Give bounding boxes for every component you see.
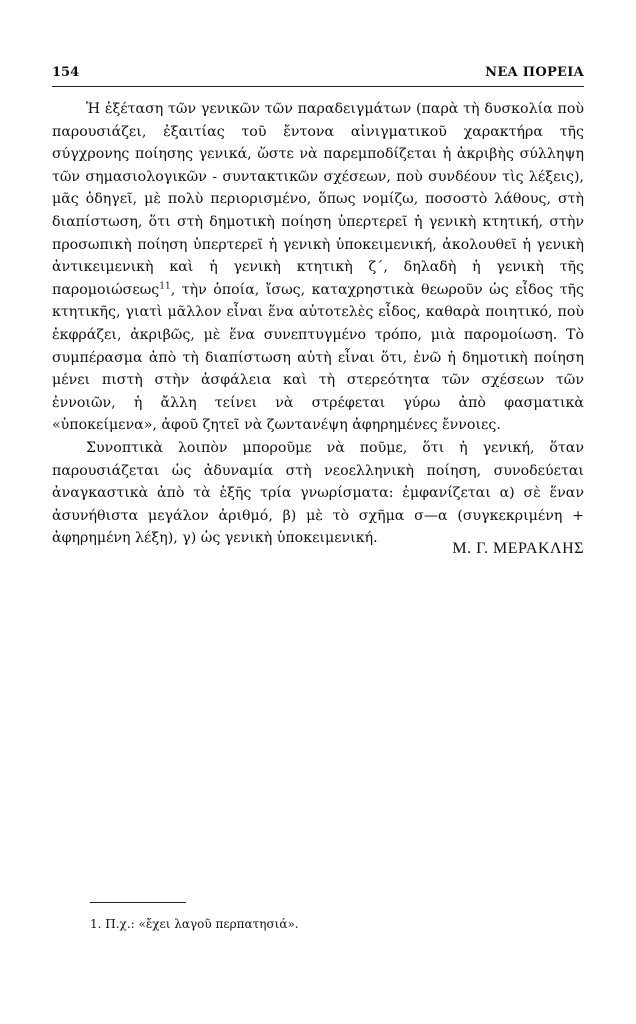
paragraph-1-part-2: , τὴν ὁποία, ἴσως, καταχρηστικὰ θεωροῦν ὡς εἶδος τῆς κτητικῆς, γιατὶ μᾶλλον εἶναι ἕνα αὐτοτελὲς εἶδος, καθαρὰ ποιητικό, ποὺ ἐκφράζει, ἀκριβῶς, μὲ ἕνα συνεπτυγμένο τρόπο, μιὰ παρομοίωση. Τὸ συμπέρασμα ἀπὸ τὴ διαπίστωση αὐτὴ εἶναι ὅτι, ἐνῶ ἡ δημοτικὴ ποίηση μένει πιστὴ στὴν ἀσφάλεια καὶ τὴ στερεότητα τῶν σχέσεων τῶν ἐννοιῶν, ἡ ἄλλη τείνει νὰ στρέφεται γύρω ἀπὸ φασματικὰ «ὑποκείμενα», ἀφοῦ ζητεῖ νὰ ζωντανέψη ἀφηρημένες ἔννοιες. bbox=[52, 281, 584, 434]
header-rule bbox=[52, 86, 584, 87]
page-number: 154 bbox=[52, 65, 80, 80]
paragraph-2: Συνοπτικὰ λοιπὸν μποροῦμε νὰ ποῦμε, ὅτι ἡ γενική, ὅταν παρουσιάζεται ὡς ἀδυναμία στὴ νεοελληνικὴ ποίηση, συνοδεύεται ἀναγκαστικὰ ἀπὸ τὰ ἑξῆς τρία γνωρίσματα: ἐμφανίζεται α) σὲ ἕναν ἀσυνήθιστα μεγάλον ἀριθμό, β) μὲ τὸ σχῆμα σ—α (συγκεκριμένη + ἀφηρημένη λέξη), γ) ὡς γενικὴ ὑποκειμενική. bbox=[52, 439, 584, 547]
footnote-rule bbox=[90, 902, 186, 903]
running-title: ΝΕΑ ΠΟΡΕΙΑ bbox=[485, 65, 584, 80]
body-text bbox=[52, 98, 584, 550]
paragraph-1 bbox=[52, 98, 584, 437]
author-signature: Μ. Γ. ΜΕΡΑΚΛΗΣ bbox=[452, 540, 584, 557]
paragraph-1-part-1: Ἡ ἐξέταση τῶν γενικῶν τῶν παραδειγμάτων (παρὰ τὴ δυσκολία ποὺ παρουσιάζει, ἐξαιτίας τοῦ ἔντονα αἰνιγματικοῦ χαρακτήρα τῆς σύγχρονης ποίησης γενικά, ὥστε νὰ παρεμποδίζεται ἡ ἀκριβὴς σύλληψη τῶν σημασιολογικῶν - συντακτικῶν σχέσεων, ποὺ συνδέουν τὶς λέξεις), μᾶς ὁδηγεῖ, μὲ πολὺ περιορισμένο, ὅπως νομίζω, ποσοστὸ λάθους, στὴ διαπίστωση, ὅτι στὴ δημοτικὴ ποίηση ὑπερτερεῖ ἡ γενικὴ κτητική, στὴν προσωπικὴ ποίηση ὑπερτερεῖ ἡ γενικὴ ὑποκειμενική, ἀκολουθεῖ ἡ γενικὴ ἀντικειμενικὴ καὶ ἡ γενικὴ κτητικὴ ζ΄, δηλαδὴ ἡ γενικὴ τῆς παρομοιώσεως bbox=[52, 101, 584, 298]
footnote-marker: 11 bbox=[159, 281, 171, 292]
footnote: 1. Π.χ.: «ἔχει λαγοῦ περπατησιά». bbox=[90, 917, 299, 931]
page-header bbox=[52, 65, 584, 83]
